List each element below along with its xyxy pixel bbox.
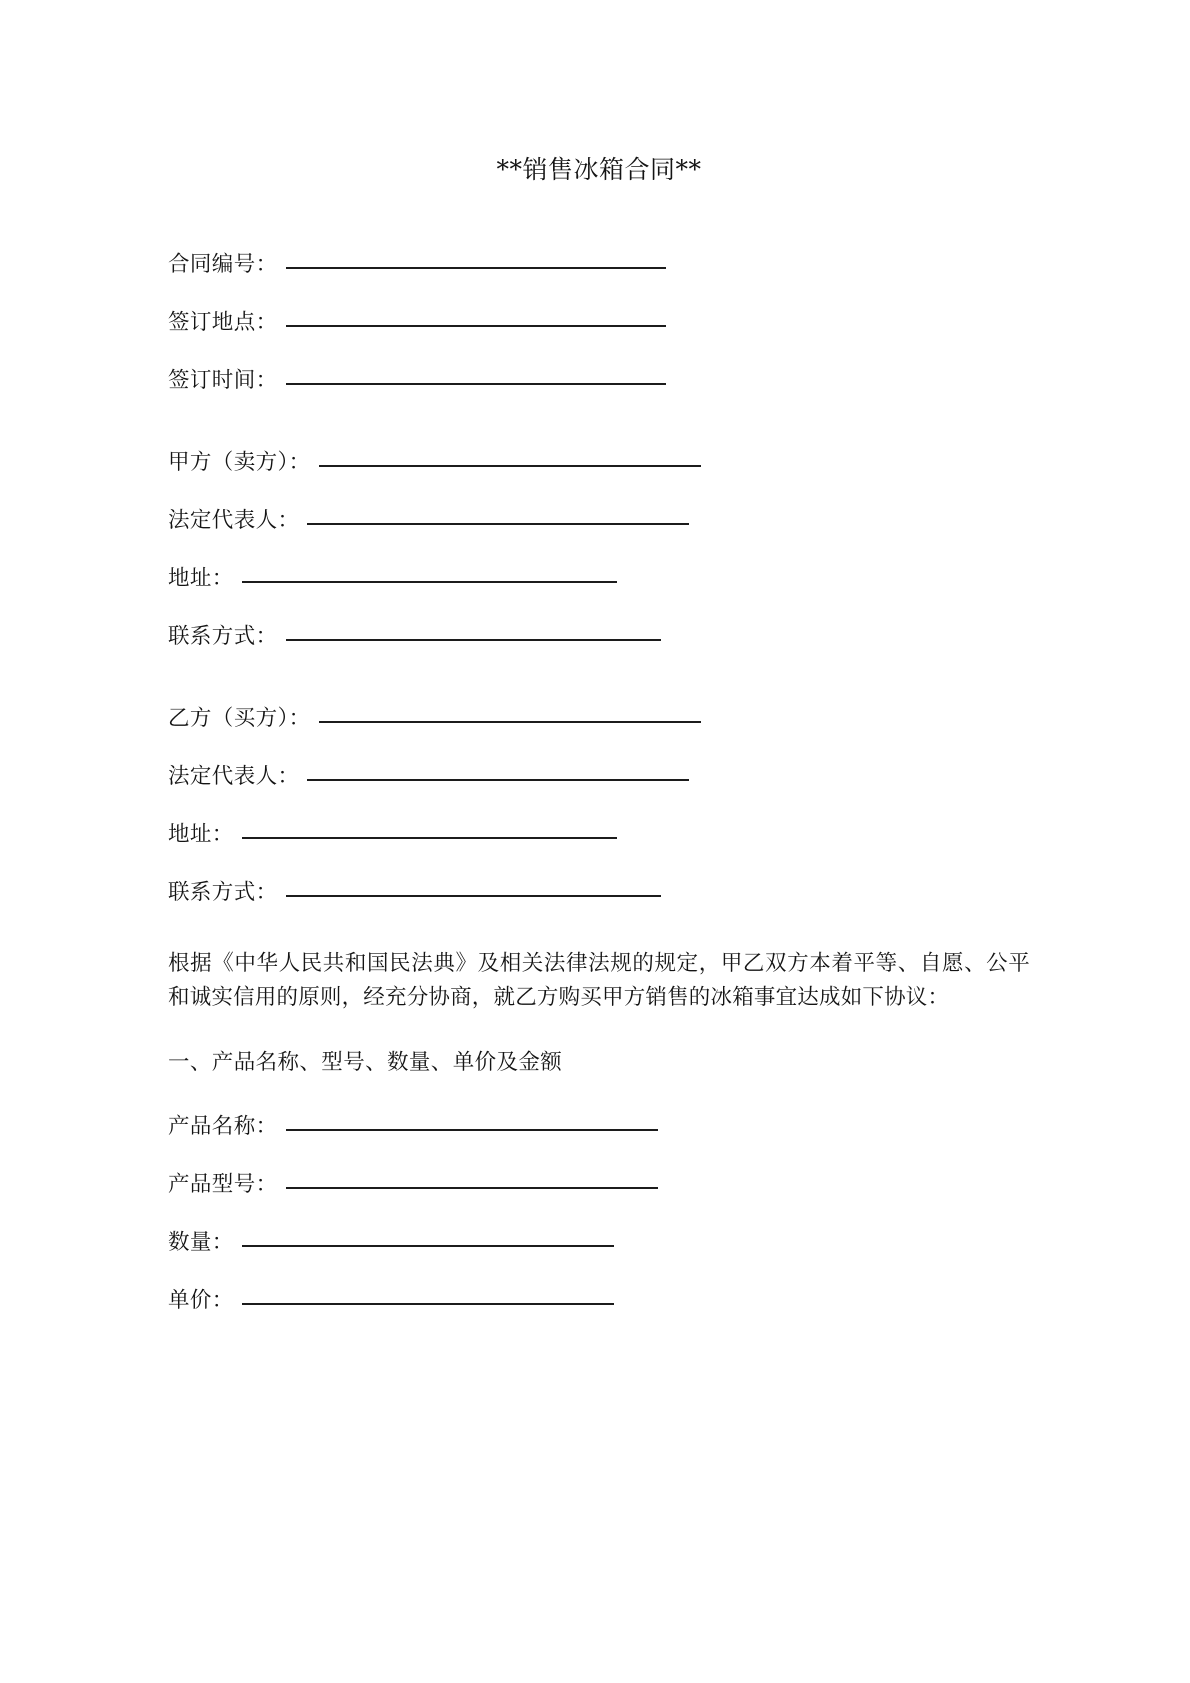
field-row-party-a-name — [168, 447, 1030, 473]
field-label: 联系方式： — [168, 623, 278, 649]
blank-line-party-b-contact[interactable] — [286, 877, 661, 899]
page-title: **销售冰箱合同** — [496, 155, 702, 184]
party-a-group — [168, 447, 1030, 647]
field-row-party-b-contact — [168, 877, 1030, 903]
field-label: 地址： — [168, 565, 234, 591]
field-row-party-b-name — [168, 703, 1030, 729]
blank-line-party-b-address[interactable] — [242, 819, 617, 841]
field-label: 地址： — [168, 821, 234, 847]
field-label: 乙方（买方）： — [168, 705, 311, 731]
spacer — [168, 787, 1030, 819]
field-row-signing-time — [168, 365, 1030, 391]
spacer-before-heading — [168, 1015, 1030, 1047]
blank-line-contract-number[interactable] — [286, 249, 666, 271]
document-content — [168, 0, 1030, 1311]
spacer — [168, 589, 1030, 621]
field-row-product-name — [168, 1111, 1030, 1137]
spacer-after-title — [168, 187, 1030, 249]
field-label: 联系方式： — [168, 879, 278, 905]
blank-line-party-b-legal-rep[interactable] — [307, 761, 689, 783]
spacer — [168, 333, 1030, 365]
blank-line-signing-time[interactable] — [286, 365, 666, 387]
field-label: 法定代表人： — [168, 507, 300, 533]
blank-line-party-a-contact[interactable] — [286, 621, 661, 643]
field-row-party-b-address — [168, 819, 1030, 845]
field-label: 签订时间： — [168, 367, 278, 393]
blank-line-party-b-name[interactable] — [319, 703, 701, 725]
spacer-before-party-a — [168, 391, 1030, 447]
spacer-after-heading — [168, 1079, 1030, 1111]
field-label: 合同编号： — [168, 251, 278, 277]
product-fields-group — [168, 1111, 1030, 1311]
field-row-party-a-legal-rep — [168, 505, 1030, 531]
field-label: 数量： — [168, 1229, 234, 1255]
field-row-quantity — [168, 1227, 1030, 1253]
blank-line-party-a-name[interactable] — [319, 447, 701, 469]
blank-line-party-a-legal-rep[interactable] — [307, 505, 689, 527]
spacer — [168, 845, 1030, 877]
field-row-party-a-contact — [168, 621, 1030, 647]
field-label: 签订地点： — [168, 309, 278, 335]
blank-line-unit-price[interactable] — [242, 1285, 614, 1307]
spacer — [168, 1253, 1030, 1285]
field-label: 产品名称： — [168, 1113, 278, 1139]
blank-line-party-a-address[interactable] — [242, 563, 617, 585]
blank-line-product-model[interactable] — [286, 1169, 658, 1191]
field-row-unit-price — [168, 1285, 1030, 1311]
spacer — [168, 275, 1030, 307]
spacer-before-paragraph — [168, 903, 1030, 947]
spacer — [168, 729, 1030, 761]
blank-line-product-name[interactable] — [286, 1111, 658, 1133]
section-heading-one: 一、产品名称、型号、数量、单价及金额 — [168, 1049, 563, 1075]
field-row-contract-number — [168, 249, 1030, 275]
preamble-paragraph: 根据《中华人民共和国民法典》及相关法律法规的规定，甲乙双方本着平等、自愿、公平和诚实信用的原则，经充分协商，就乙方购买甲方销售的冰箱事宜达成如下协议： — [168, 951, 1030, 1010]
field-label: 产品型号： — [168, 1171, 278, 1197]
field-row-product-model — [168, 1169, 1030, 1195]
field-row-party-a-address — [168, 563, 1030, 589]
field-label: 单价： — [168, 1287, 234, 1313]
blank-line-signing-place[interactable] — [286, 307, 666, 329]
field-label: 法定代表人： — [168, 763, 300, 789]
party-b-group — [168, 703, 1030, 903]
spacer-before-party-b — [168, 647, 1030, 703]
field-row-signing-place — [168, 307, 1030, 333]
field-label: 甲方（卖方）： — [168, 449, 311, 475]
field-row-party-b-legal-rep — [168, 761, 1030, 787]
spacer — [168, 473, 1030, 505]
header-fields-group — [168, 249, 1030, 391]
spacer — [168, 531, 1030, 563]
spacer — [168, 1137, 1030, 1169]
spacer — [168, 1195, 1030, 1227]
blank-line-quantity[interactable] — [242, 1227, 614, 1249]
